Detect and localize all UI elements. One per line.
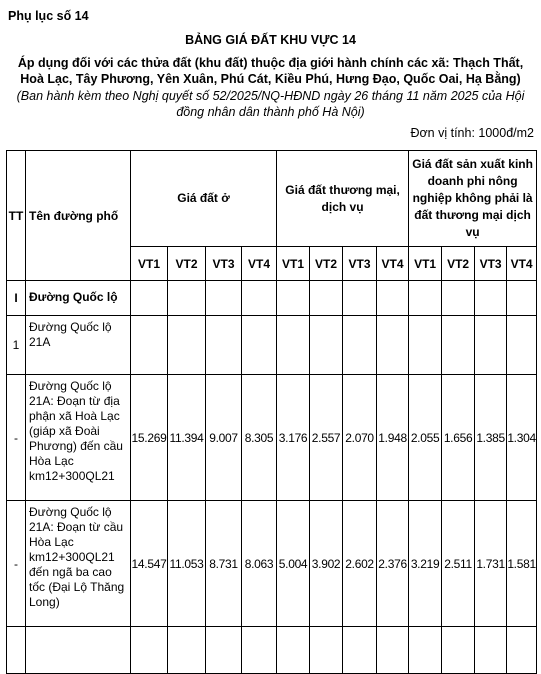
price-cell bbox=[377, 627, 409, 674]
price-cell bbox=[277, 281, 310, 316]
price-cell bbox=[343, 316, 377, 375]
group-header-commercial: Giá đất thương mại, dịch vụ bbox=[277, 151, 409, 247]
column-header-vt: VT4 bbox=[242, 247, 277, 281]
price-cell bbox=[409, 281, 442, 316]
row-number: 1 bbox=[7, 316, 26, 375]
price-cell bbox=[343, 627, 377, 674]
price-cell bbox=[442, 281, 475, 316]
price-cell bbox=[409, 627, 442, 674]
price-cell: 1.304 bbox=[507, 375, 537, 501]
price-cell bbox=[242, 627, 277, 674]
price-cell bbox=[131, 281, 168, 316]
price-cell: 8.305 bbox=[242, 375, 277, 501]
price-cell: 1.731 bbox=[475, 501, 507, 627]
price-cell: 2.376 bbox=[377, 501, 409, 627]
price-cell: 3.902 bbox=[310, 501, 343, 627]
price-cell bbox=[442, 316, 475, 375]
price-cell bbox=[377, 316, 409, 375]
price-cell bbox=[242, 281, 277, 316]
price-cell: 8.731 bbox=[206, 501, 242, 627]
price-cell: 15.269 bbox=[131, 375, 168, 501]
table-row-section bbox=[7, 281, 537, 316]
price-cell: 2.557 bbox=[310, 375, 343, 501]
price-cell bbox=[310, 281, 343, 316]
group-header-residential: Giá đất ở bbox=[131, 151, 277, 247]
table-row bbox=[7, 316, 537, 375]
column-header-vt: VT1 bbox=[277, 247, 310, 281]
price-cell: 1.581 bbox=[507, 501, 537, 627]
price-cell: 11.394 bbox=[168, 375, 206, 501]
price-cell: 3.176 bbox=[277, 375, 310, 501]
column-header-vt: VT2 bbox=[442, 247, 475, 281]
street-name: Đường Quốc lộ 21A: Đoạn từ cầu Hòa Lạc km12+300QL21 đến ngã ba cao tốc (Đại Lộ Thăng Long) bbox=[26, 501, 131, 627]
price-cell bbox=[131, 316, 168, 375]
table-row bbox=[7, 627, 537, 674]
price-cell bbox=[310, 316, 343, 375]
column-header-vt: VT4 bbox=[507, 247, 537, 281]
row-number: - bbox=[7, 375, 26, 501]
street-name: Đường Quốc lộ 21A bbox=[26, 316, 131, 375]
column-header-vt: VT2 bbox=[168, 247, 206, 281]
price-cell: 5.004 bbox=[277, 501, 310, 627]
price-cell bbox=[475, 627, 507, 674]
column-header-vt: VT1 bbox=[409, 247, 442, 281]
price-cell bbox=[442, 627, 475, 674]
document-title: BẢNG GIÁ ĐẤT KHU VỰC 14 bbox=[185, 33, 356, 47]
column-header-vt: VT3 bbox=[206, 247, 242, 281]
price-cell bbox=[507, 281, 537, 316]
column-header-vt: VT2 bbox=[310, 247, 343, 281]
table-header-row bbox=[7, 151, 537, 247]
price-cell: 2.055 bbox=[409, 375, 442, 501]
row-number bbox=[7, 627, 26, 674]
price-cell: 2.602 bbox=[343, 501, 377, 627]
column-header-vt: VT4 bbox=[377, 247, 409, 281]
price-cell bbox=[310, 627, 343, 674]
price-cell: 2.070 bbox=[343, 375, 377, 501]
column-header-street-name: Tên đường phố bbox=[26, 151, 131, 281]
column-header-vt: VT3 bbox=[475, 247, 507, 281]
price-cell bbox=[277, 316, 310, 375]
table-row bbox=[7, 501, 537, 627]
price-cell bbox=[168, 316, 206, 375]
column-header-tt: TT bbox=[7, 151, 26, 281]
price-cell: 1.656 bbox=[442, 375, 475, 501]
price-cell bbox=[507, 316, 537, 375]
group-header-nonagricultural: Giá đất sản xuất kinh doanh phi nông nghiệp không phải là đất thương mại dịch vụ bbox=[409, 151, 537, 247]
price-cell bbox=[343, 281, 377, 316]
price-cell bbox=[475, 316, 507, 375]
column-header-vt: VT1 bbox=[131, 247, 168, 281]
price-cell: 2.511 bbox=[442, 501, 475, 627]
price-cell bbox=[377, 281, 409, 316]
row-number: - bbox=[7, 501, 26, 627]
street-name: Đường Quốc lộ bbox=[26, 281, 131, 316]
appendix-label: Phụ lục số 14 bbox=[8, 9, 89, 23]
price-cell bbox=[206, 316, 242, 375]
applies-to-text: Áp dụng đối với các thửa đất (khu đất) thuộc địa giới hành chính các xã: Thạch Thất, Hoà Lạc, Tây Phương, Yên Xuân, Phú Cát, Kiều Phú, Hưng Đạo, Quốc Oai, Hạ Bằng) bbox=[17, 56, 524, 86]
price-cell: 9.007 bbox=[206, 375, 242, 501]
price-cell: 8.063 bbox=[242, 501, 277, 627]
price-cell: 11.053 bbox=[168, 501, 206, 627]
street-name: Đường Quốc lộ 21A: Đoạn từ địa phận xã Hoà Lạc (giáp xã Đoài Phương) đến cầu Hòa Lạc km12+300QL21 bbox=[26, 375, 131, 501]
price-cell: 1.948 bbox=[377, 375, 409, 501]
price-cell bbox=[475, 281, 507, 316]
price-cell bbox=[206, 281, 242, 316]
issued-with-text: (Ban hành kèm theo Nghị quyết số 52/2025/NQ-HĐND ngày 26 tháng 11 năm 2025 của Hội đồng nhân dân thành phố Hà Nội) bbox=[16, 89, 525, 119]
price-cell bbox=[131, 627, 168, 674]
unit-label: Đơn vị tính: 1000đ/m2 bbox=[410, 126, 534, 140]
price-cell: 14.547 bbox=[131, 501, 168, 627]
street-name bbox=[26, 627, 131, 674]
land-price-table bbox=[6, 150, 537, 674]
price-cell bbox=[507, 627, 537, 674]
table-row bbox=[7, 375, 537, 501]
price-cell bbox=[168, 627, 206, 674]
price-cell bbox=[242, 316, 277, 375]
price-cell: 3.219 bbox=[409, 501, 442, 627]
price-cell bbox=[168, 281, 206, 316]
row-number: I bbox=[7, 281, 26, 316]
price-cell bbox=[277, 627, 310, 674]
column-header-vt: VT3 bbox=[343, 247, 377, 281]
price-cell bbox=[206, 627, 242, 674]
price-cell: 1.385 bbox=[475, 375, 507, 501]
price-cell bbox=[409, 316, 442, 375]
